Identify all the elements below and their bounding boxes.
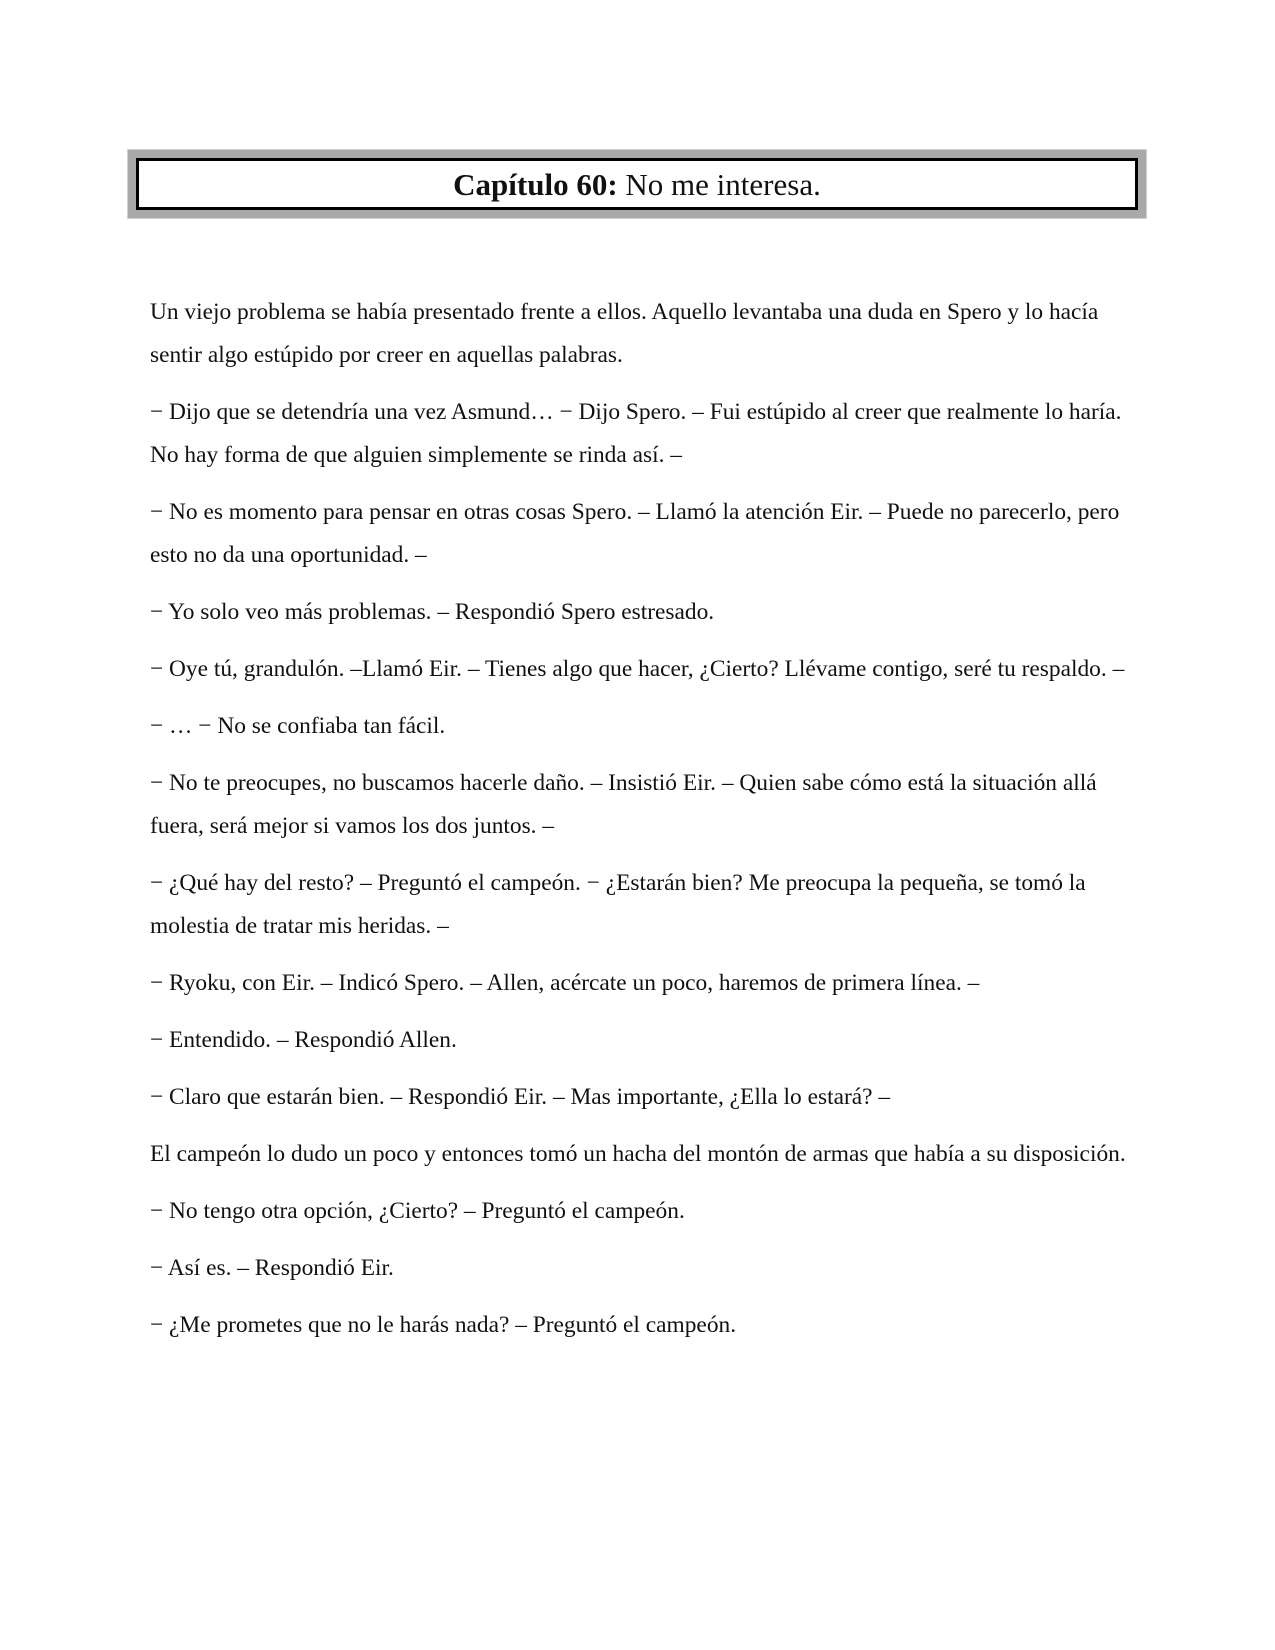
paragraph: − No te preocupes, no buscamos hacerle daño. – Insistió Eir. – Quien sabe cómo está la situación allá fuera, será mejor si vamos los dos juntos. – — [150, 770, 1097, 839]
chapter-number: Capítulo 60: — [453, 166, 618, 202]
chapter-body — [150, 291, 1130, 1361]
chapter-title-box — [128, 150, 1146, 218]
paragraph: El campeón lo dudo un poco y entonces tomó un hacha del montón de armas que había a su disposición. — [150, 1141, 1126, 1167]
paragraph: − Claro que estarán bien. – Respondió Eir. – Mas importante, ¿Ella lo estará? – — [150, 1084, 891, 1110]
chapter-title — [453, 166, 821, 202]
paragraph: Un viejo problema se había presentado frente a ellos. Aquello levantaba una duda en Spero y lo hacía sentir algo estúpido por creer en aquellas palabras. — [150, 299, 1099, 368]
paragraph: − No tengo otra opción, ¿Cierto? – Preguntó el campeón. — [150, 1198, 685, 1224]
paragraph: − Así es. – Respondió Eir. — [150, 1255, 394, 1281]
paragraph: − Oye tú, grandulón. –Llamó Eir. – Tienes algo que hacer, ¿Cierto? Llévame contigo, seré tu respaldo. – — [150, 656, 1125, 682]
paragraph: − Entendido. – Respondió Allen. — [150, 1027, 457, 1053]
chapter-title-inner — [136, 158, 1138, 210]
chapter-name: No me interesa. — [617, 166, 821, 202]
paragraph: − Dijo que se detendría una vez Asmund… − Dijo Spero. – Fui estúpido al creer que realmente lo haría. No hay forma de que alguien simplemente se rinda así. – — [150, 399, 1122, 468]
paragraph: − ¿Me prometes que no le harás nada? – Preguntó el campeón. — [150, 1312, 737, 1338]
paragraph: − Yo solo veo más problemas. – Respondió Spero estresado. — [150, 599, 715, 625]
paragraph: − No es momento para pensar en otras cosas Spero. – Llamó la atención Eir. – Puede no parecerlo, pero esto no da una oportunidad. – — [150, 499, 1120, 568]
paragraph: − Ryoku, con Eir. – Indicó Spero. – Allen, acércate un poco, haremos de primera línea. – — [150, 970, 980, 996]
paragraph: − … − No se confiaba tan fácil. — [150, 713, 446, 739]
paragraph: − ¿Qué hay del resto? – Preguntó el campeón. − ¿Estarán bien? Me preocupa la pequeña, se tomó la molestia de tratar mis heridas. – — [150, 870, 1086, 939]
